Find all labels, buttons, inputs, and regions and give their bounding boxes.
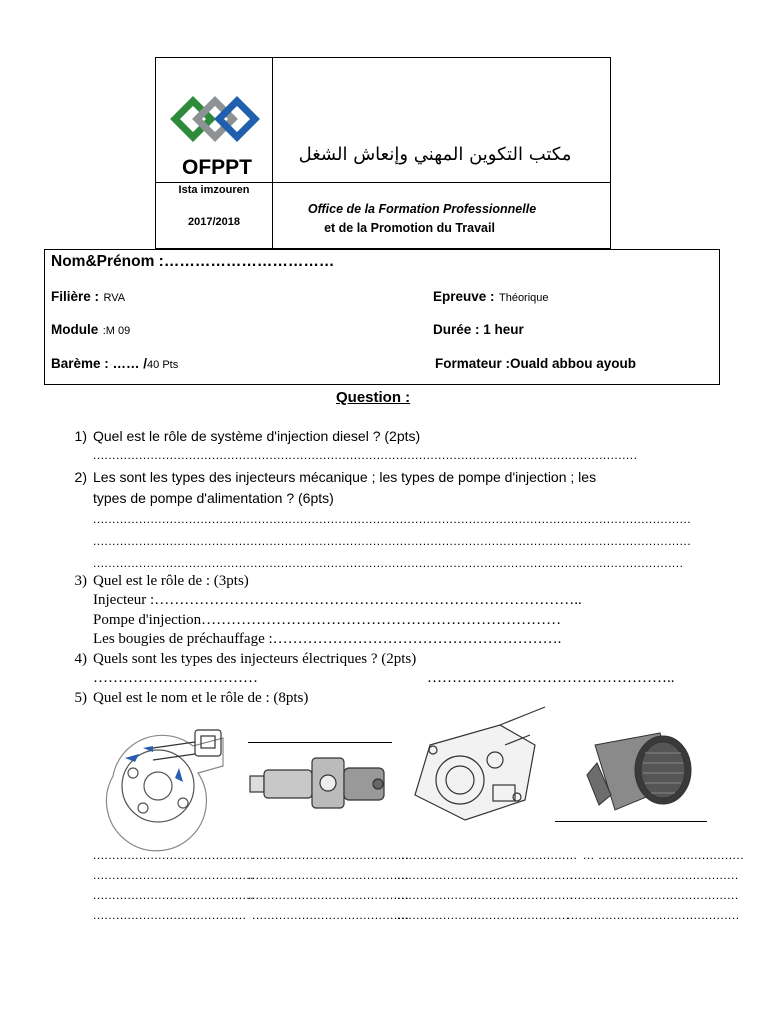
img3-answer-line-4[interactable]: ............................................. [397, 908, 570, 922]
img1-answer-line-2[interactable]: .......................................... [93, 868, 255, 882]
q4-text: Quels sont les types des injecteurs électriques ? (2pts) [93, 651, 417, 667]
school-name: Ista imzouren [178, 184, 250, 196]
module-value: :M 09 [102, 325, 131, 337]
throttle-body-icon [405, 705, 550, 830]
q4-answer-2[interactable]: ………………………………………….. [427, 670, 675, 686]
questions-title: Question : [336, 389, 411, 406]
q3-text: Quel est le rôle de : (3pts) [93, 573, 249, 589]
img2-answer-line-2[interactable]: .......................................... [248, 868, 410, 882]
q1-text: Quel est le rôle de système d'injection diesel ? (2pts) [93, 428, 421, 444]
q5-text: Quel est le nom et le rôle de : (8pts) [93, 690, 309, 706]
q2-answer-line-1[interactable]: ............................................................................................................................................................ [93, 512, 692, 526]
img1-answer-line-1[interactable]: .......................................... [93, 848, 255, 862]
org-short-name: OFPPT [181, 156, 252, 179]
epreuve-value: Théorique [498, 292, 549, 304]
img3-answer-line-3[interactable]: .............................................. [397, 888, 574, 902]
q2-line2: types de pompe d'alimentation ? (6pts) [93, 490, 334, 506]
sensor-wheel-icon [103, 718, 228, 826]
img1-answer-line-4[interactable]: ........................................ [93, 908, 247, 922]
image-4-bottom-line [555, 821, 707, 822]
img4-answer-line-3[interactable]: ............................................ [570, 888, 739, 902]
img2-answer-line-3[interactable]: .......................................... [248, 888, 410, 902]
ofppt-logo-icon [172, 97, 258, 143]
q1-number: 1) [74, 428, 87, 444]
epreuve-row [433, 288, 549, 306]
duree-row [433, 321, 524, 339]
header-divider-h-left [155, 182, 273, 183]
q2-answer-line-2[interactable]: ............................................................................................................................................................ [93, 534, 692, 548]
module-label: Module [51, 322, 99, 337]
img2-answer-line-4[interactable]: ......................................... [252, 908, 410, 922]
bareme-label: Barème : …… / [51, 356, 148, 371]
filiere-label: Filière : [51, 289, 100, 304]
formateur-label: Formateur :Ouald abbou ayoub [435, 356, 637, 371]
image-2-top-line [248, 742, 392, 743]
office-line-2: et de la Promotion du Travail [324, 221, 495, 235]
q3-pompe[interactable]: Pompe d'injection……………………………………………………………… [93, 612, 562, 628]
arabic-org-name: مكتب التكوين المهني وإنعاش الشغل [298, 144, 572, 165]
air-flow-meter-icon [565, 725, 705, 820]
q2-answer-line-3[interactable]: .......................................................................................................................................................... [93, 556, 684, 570]
name-value[interactable]: …………………………… [163, 253, 335, 270]
header-divider-h-right [272, 182, 611, 183]
img3-answer-line-1[interactable]: .............................................. [401, 848, 578, 862]
filiere-row [51, 288, 125, 306]
school-year: 2017/2018 [188, 216, 240, 228]
q5-number: 5) [74, 690, 87, 706]
egr-valve-icon [248, 756, 393, 811]
bareme-value: 40 Pts [147, 359, 179, 371]
module-row [51, 321, 130, 339]
img4-answer-line-2[interactable]: ............................................ [570, 868, 739, 882]
q2-number: 2) [74, 469, 87, 485]
epreuve-label: Epreuve : [433, 289, 495, 304]
img2-answer-line-1[interactable]: ......................................... [252, 848, 410, 862]
office-line-1: Office de la Formation Professionnelle [307, 202, 537, 216]
filiere-value: RVA [103, 292, 126, 304]
img4-answer-line-4[interactable]: ............................................. [567, 908, 740, 922]
name-label: Nom&Prénom : [51, 253, 164, 270]
img4-answer-line-1[interactable]: ... ...................................... [583, 848, 745, 862]
q2-line1: Les sont les types des injecteurs mécanique ; les types de pompe d'injection ; les [93, 469, 597, 485]
bareme-row [51, 355, 178, 373]
name-row [51, 253, 334, 271]
formateur-row [435, 355, 636, 373]
q4-answer-1[interactable]: …………………………… [93, 670, 258, 686]
q3-bougies[interactable]: Les bougies de préchauffage :…………………………………………………. [93, 631, 562, 647]
q3-injecteur[interactable]: Injecteur :………………………………………………………………………….. [93, 592, 582, 608]
q4-number: 4) [74, 651, 87, 667]
img3-answer-line-2[interactable]: .............................................. [397, 868, 574, 882]
q3-number: 3) [74, 573, 87, 589]
img1-answer-line-3[interactable]: .......................................... [93, 888, 255, 902]
q1-answer-line[interactable]: .............................................................................................................................................. [93, 448, 638, 462]
duree-label: Durée : 1 heur [433, 322, 524, 337]
